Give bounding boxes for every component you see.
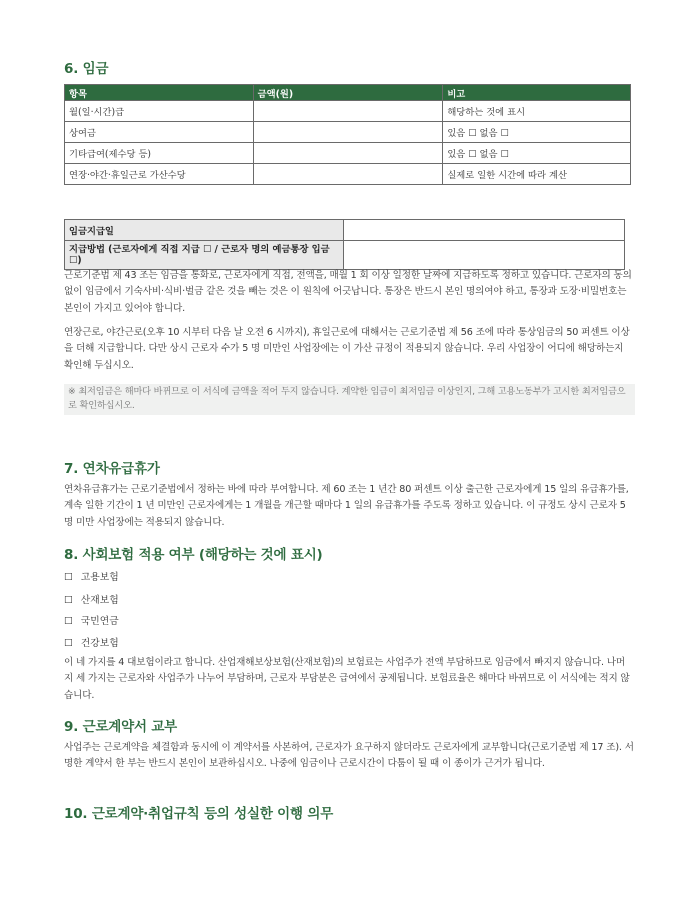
checkbox-national-pension[interactable]	[64, 613, 119, 627]
wage-header-item: 항목	[65, 85, 254, 101]
checkbox-icon[interactable]: ☐	[64, 572, 73, 583]
wage-note-cell: 해당하는 것에 표시	[443, 101, 631, 122]
checkbox-icon[interactable]: ☐	[64, 638, 73, 649]
table-row	[65, 101, 631, 122]
checkbox-health-insurance[interactable]	[64, 635, 119, 649]
wage-amount-cell[interactable]	[253, 164, 443, 185]
payment-table	[64, 219, 625, 270]
wage-item-cell: 월(일·시간)급	[65, 101, 254, 122]
checkbox-industrial-accident-insurance[interactable]	[64, 592, 119, 606]
leave-paragraph: 연차유급휴가는 근로기준법에서 정하는 바에 따라 부여합니다. 제 60 조는 1 년간 80 퍼센트 이상 출근한 근로자에게 15 일의 유급휴가를, 계속 일한 기간이 1 년 미만인 근로자에게는 1 개월을 개근할 때마다 1 일의 유급휴가를 주도록 정하고 있습니다. 이 규정도 상시 근로자 5 명 미만 사업장에는 적용되지 않습니다.	[64, 484, 629, 528]
wage-paragraph-2: 연장근로, 야간근로(오후 10 시부터 다음 날 오전 6 시까지), 휴일근로에 대해서는 근로기준법 제 56 조에 따라 통상임금의 50 퍼센트 이상을 더해 지급합니다. 다만 상시 근로자 수가 5 명 미만인 사업장에는 이 가산 규정이 적용되지 않습니다. 우리 사업장이 어디에 해당하는지 확인해 두십시오.	[64, 327, 630, 371]
wage-header-note: 비고	[443, 85, 631, 101]
table-row	[65, 241, 625, 270]
wage-amount-cell[interactable]	[253, 101, 443, 122]
payment-method-label: 지급방법 (근로자에게 직접 지급 ☐ / 근로자 명의 예금통장 입금 ☐)	[65, 241, 344, 270]
wage-paragraph-1: 근로기준법 제 43 조는 임금을 통화로, 근로자에게 직접, 전액을, 매월 1 회 이상 일정한 날짜에 지급하도록 정하고 있습니다. 근로자의 동의 없이 임금에서 기숙사비·식비·벌금 같은 것을 빼는 것은 이 원칙에 어긋납니다. 통장은 반드시 본인 명의여야 하고, 통장과 도장·비밀번호는 본인이 가지고 있어야 합니다.	[64, 270, 632, 314]
section-10-title: 10. 근로계약·취업규칙 등의 성실한 이행 의무	[64, 806, 334, 822]
payday-value[interactable]	[344, 220, 625, 241]
wage-note-cell: 실제로 일한 시간에 따라 계산	[443, 164, 631, 185]
wage-item-cell: 상여금	[65, 122, 254, 143]
checkbox-employment-insurance[interactable]	[64, 569, 119, 583]
wage-item-cell: 연장·야간·휴일근로 가산수당	[65, 164, 254, 185]
contract-delivery-paragraph: 사업주는 근로계약을 체결함과 동시에 이 계약서를 사본하여, 근로자가 요구하지 않더라도 근로자에게 교부합니다(근로기준법 제 17 조). 서명한 계약서 한 부는 반드시 본인이 보관하십시오. 나중에 임금이나 근로시간이 다툼이 될 때 이 종이가 근거가 됩니다.	[64, 742, 634, 770]
checkbox-icon[interactable]: ☐	[64, 616, 73, 627]
table-row	[65, 164, 631, 185]
wage-table-header-row	[65, 85, 631, 101]
wage-note-cell: 있음 ☐ 없음 ☐	[443, 143, 631, 164]
table-row	[65, 220, 625, 241]
section-7-title: 7. 연차유급휴가	[64, 461, 160, 477]
wage-amount-cell[interactable]	[253, 143, 443, 164]
payment-method-value[interactable]	[344, 241, 625, 270]
checkbox-icon[interactable]: ☐	[64, 595, 73, 606]
section-6-title: 6. 임금	[64, 61, 109, 77]
payday-label: 임금지급일	[65, 220, 344, 241]
section-8-title: 8. 사회보험 적용 여부 (해당하는 것에 표시)	[64, 547, 323, 563]
checkbox-label: 고용보험	[80, 572, 119, 583]
wage-note-cell: 있음 ☐ 없음 ☐	[443, 122, 631, 143]
insurance-paragraph: 이 네 가지를 4 대보험이라고 합니다. 산업재해보상보험(산재보험)의 보험료는 사업주가 전액 부담하므로 임금에서 빠지지 않습니다. 나머지 세 가지는 근로자와 사업주가 나누어 부담하며, 근로자 부담분은 급여에서 공제됩니다. 보험료율은 해마다 바뀌므로 이 서식에는 적지 않습니다.	[64, 657, 630, 701]
checkbox-label: 산재보험	[80, 595, 119, 606]
table-row	[65, 143, 631, 164]
wage-header-amount: 금액(원)	[253, 85, 443, 101]
table-row	[65, 122, 631, 143]
wage-table	[64, 84, 631, 185]
checkbox-label: 국민연금	[80, 616, 119, 627]
wage-amount-cell[interactable]	[253, 122, 443, 143]
checkbox-label: 건강보험	[80, 638, 119, 649]
minimum-wage-note: ※ 최저임금은 해마다 바뀌므로 이 서식에 금액을 적어 두지 않습니다. 계약한 임금이 최저임금 이상인지, 그해 고용노동부가 고시한 최저임금으로 확인하십시오.	[64, 384, 635, 415]
wage-item-cell: 기타급여(제수당 등)	[65, 143, 254, 164]
section-9-title: 9. 근로계약서 교부	[64, 719, 178, 735]
